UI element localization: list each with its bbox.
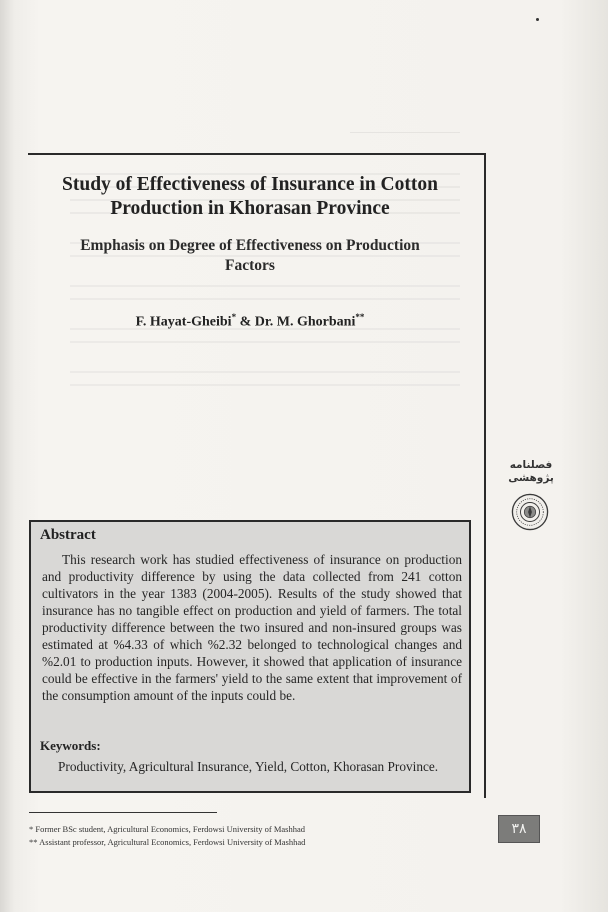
- author-separator: &: [236, 314, 255, 330]
- footnote-2: ** Assistant professor, Agricultural Economics, Ferdowsi University of Mashhad: [29, 837, 306, 847]
- speck: [536, 18, 539, 21]
- author-2: Dr. M. Ghorbani: [254, 314, 356, 330]
- frame-top-rule: [28, 153, 486, 155]
- university-seal-icon: [511, 493, 549, 531]
- frame-right-rule: [484, 153, 486, 798]
- author-1: F. Hayat-Gheibi: [135, 314, 232, 330]
- page-number: ۳۸: [498, 815, 540, 843]
- journal-name: [506, 459, 556, 485]
- author-1-mark: *: [231, 312, 237, 322]
- footnote-1: * Former BSc student, Agricultural Economics, Ferdowsi University of Mashhad: [29, 824, 305, 834]
- article-title: Study of Effectiveness of Insurance in Cotton Production in Khorasan Province: [62, 174, 438, 219]
- keywords-heading: Keywords:: [40, 738, 101, 753]
- author-2-mark: **: [355, 312, 365, 322]
- footnote-rule: [29, 812, 217, 813]
- journal-name-line-1: فصلنامه: [509, 459, 553, 471]
- abstract-box: [29, 520, 471, 793]
- abstract-heading: Abstract: [40, 527, 96, 543]
- author-line: [80, 312, 420, 331]
- abstract-text: This research work has studied effectiveness of insurance on production and productivity difference by using the data collected from 241 cotton cultivators in the year 1383 (2004-2005). Results of the study showed that insurance has no tangible effect on production and yield of farmers. The total productivity difference between the two insured and non-insured groups was estimated at %4.33 of which %2.32 belonged to technological changes and %2.01 to production inputs. However, it showed that application of insurance could be effective in the farmers' yield to the same extent that improvement of the consumption amount of the inputs could be.: [42, 552, 462, 703]
- journal-name-line-2: پژوهشی: [508, 472, 554, 484]
- keywords-text: Productivity, Agricultural Insurance, Yield, Cotton, Khorasan Province.: [58, 759, 439, 774]
- article-subtitle: Emphasis on Degree of Effectiveness on Production Factors: [80, 237, 420, 274]
